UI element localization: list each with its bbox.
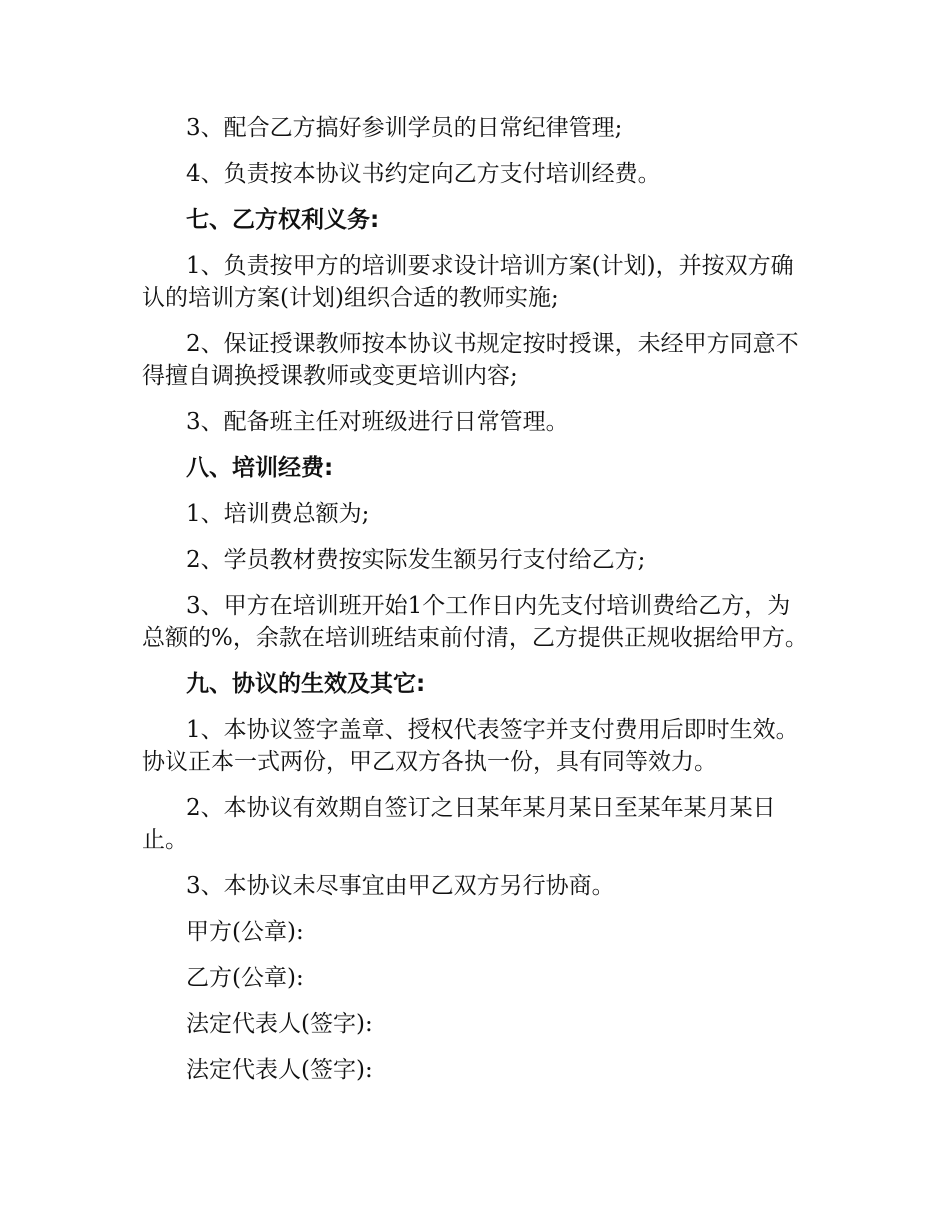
clause-paragraph: 3、甲方在培训班开始1个工作日内先支付培训费给乙方，为总额的%，余款在培训班结束前付清，乙方提供正规收据给甲方。 — [142, 593, 808, 651]
signature-line-party-a: 甲方(公章): — [186, 919, 304, 945]
clause-paragraph: 2、本协议有效期自签订之日某年某月某日至某年某月某日止。 — [142, 795, 776, 853]
clause-paragraph: 4、负责按本协议书约定向乙方支付培训经费。 — [186, 161, 661, 187]
clause-paragraph: 1、本协议签字盖章、授权代表签字并支付费用后即时生效。协议正本一式两份，甲乙双方各执一份，具有同等效力。 — [142, 717, 799, 775]
clause-paragraph: 3、配合乙方搞好参训学员的日常纪律管理; — [186, 115, 623, 141]
section-heading: 七、乙方权利义务: — [186, 207, 380, 233]
document-page — [142, 112, 808, 1100]
section-heading: 八、培训经费: — [186, 455, 334, 481]
clause-paragraph: 1、培训费总额为; — [186, 501, 370, 527]
clause-paragraph: 2、保证授课教师按本协议书规定按时授课，未经甲方同意不得擅自调换授课教师或变更培训内容; — [142, 331, 799, 389]
signature-line-legal-rep: 法定代表人(签字): — [186, 1011, 373, 1037]
clause-paragraph: 3、配备班主任对班级进行日常管理。 — [186, 409, 569, 435]
section-heading: 九、协议的生效及其它: — [186, 671, 426, 697]
clause-paragraph: 1、负责按甲方的培训要求设计培训方案(计划)，并按双方确认的培训方案(计划)组织合适的教师实施; — [142, 253, 794, 311]
clause-paragraph: 2、学员教材费按实际发生额另行支付给乙方; — [186, 547, 646, 573]
signature-line-party-b: 乙方(公章): — [186, 965, 304, 991]
clause-paragraph: 3、本协议未尽事宜由甲乙双方另行协商。 — [186, 873, 615, 899]
signature-line-legal-rep: 法定代表人(签字): — [186, 1057, 373, 1083]
